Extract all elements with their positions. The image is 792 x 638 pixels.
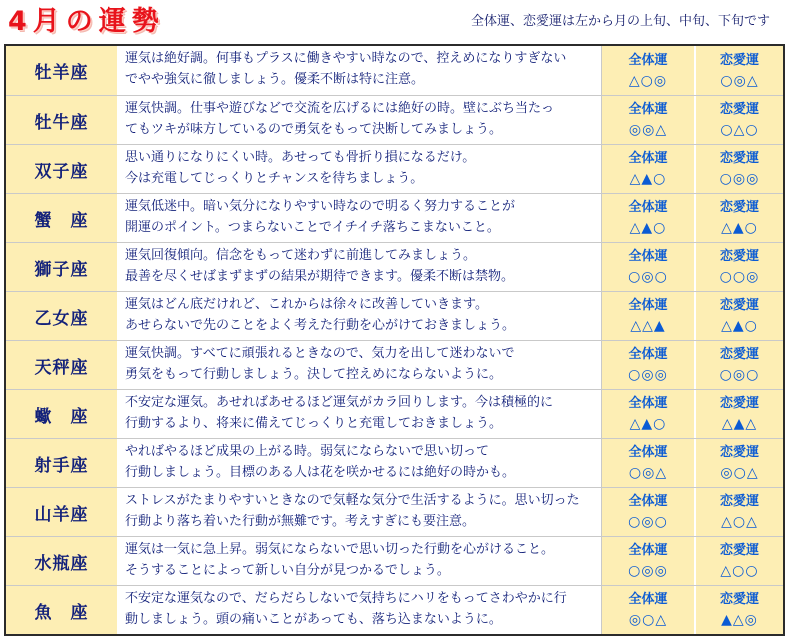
overall-luck-marks: △▲○ xyxy=(629,171,667,187)
fortune-description xyxy=(119,439,602,487)
zodiac-sign: 蟹 座 xyxy=(6,194,119,242)
overall-luck-label: 全体運 xyxy=(628,396,668,411)
page-title: 4月の運勢 xyxy=(8,6,165,37)
overall-luck-marks: ◎◎△ xyxy=(628,122,668,138)
overall-luck-cell xyxy=(602,586,696,634)
love-luck-label: 恋愛運 xyxy=(719,543,759,558)
fortune-description xyxy=(119,46,602,95)
love-luck-label: 恋愛運 xyxy=(719,200,759,215)
fortune-description xyxy=(119,488,602,536)
love-luck-marks: ▲△◎ xyxy=(721,612,758,628)
love-luck-marks: △▲○ xyxy=(721,318,758,334)
love-luck-label: 恋愛運 xyxy=(719,249,759,264)
love-luck-cell xyxy=(696,390,783,438)
description-line: そうすることによって新しい自分が見つかるでしょう。 xyxy=(125,563,450,578)
table-row xyxy=(6,585,783,634)
love-luck-label: 恋愛運 xyxy=(719,396,759,411)
fortune-description xyxy=(119,194,602,242)
zodiac-sign: 天秤座 xyxy=(6,341,119,389)
overall-luck-cell xyxy=(602,292,696,340)
love-luck-marks: ○△○ xyxy=(720,122,759,138)
love-luck-label: 恋愛運 xyxy=(719,298,759,313)
table-row xyxy=(6,144,783,193)
period-note: 全体運、恋愛運は左から月の上旬、中旬、下旬です xyxy=(470,14,770,29)
fortune-description xyxy=(119,292,602,340)
description-line: 行動より落ち着いた行動が無難です。考えすぎにも要注意。 xyxy=(125,514,475,529)
description-line: やればやるほど成果の上がる時。弱気にならないで思い切って xyxy=(125,444,490,459)
love-luck-marks: ○○◎ xyxy=(719,269,760,285)
description-line: 運気快調。仕事や遊びなどで交流を広げるには絶好の時。壁にぶち当たっ xyxy=(125,101,555,116)
love-luck-cell xyxy=(696,46,783,95)
overall-luck-label: 全体運 xyxy=(628,543,668,558)
overall-luck-label: 全体運 xyxy=(628,347,668,362)
zodiac-sign: 双子座 xyxy=(6,145,119,193)
overall-luck-cell xyxy=(602,96,696,144)
fortune-description xyxy=(119,390,602,438)
description-line: 思い通りになりにくい時。あせっても骨折り損になるだけ。 xyxy=(125,150,476,165)
overall-luck-cell xyxy=(602,390,696,438)
description-line: 運気は一気に急上昇。弱気にならないで思い切った行動を心がけること。 xyxy=(125,542,555,557)
horoscope-table xyxy=(4,44,785,636)
zodiac-sign: 山羊座 xyxy=(6,488,119,536)
fortune-description xyxy=(119,341,602,389)
love-luck-cell xyxy=(696,194,783,242)
table-row xyxy=(6,536,783,585)
love-luck-label: 恋愛運 xyxy=(719,592,759,607)
love-luck-marks: ○◎◎ xyxy=(719,171,760,187)
overall-luck-cell xyxy=(602,488,696,536)
description-line: 行動するより、将来に備えてじっくりと充電しておきましょう。 xyxy=(125,416,503,431)
love-luck-marks: △○△ xyxy=(721,514,758,530)
overall-luck-marks: ○◎○ xyxy=(628,514,668,530)
overall-luck-label: 全体運 xyxy=(628,592,668,607)
love-luck-cell xyxy=(696,586,783,634)
table-row xyxy=(6,340,783,389)
love-luck-cell xyxy=(696,488,783,536)
description-line: 動しましょう。頭の痛いことがあっても、落ち込まないように。 xyxy=(125,612,502,627)
overall-luck-marks: ○◎◎ xyxy=(628,367,668,383)
overall-luck-marks: ○◎○ xyxy=(628,269,668,285)
love-luck-marks: △○○ xyxy=(720,563,759,579)
love-luck-cell xyxy=(696,341,783,389)
description-line: てもツキが味方しているので勇気をもって決断してみましょう。 xyxy=(125,122,503,137)
table-row xyxy=(6,193,783,242)
love-luck-label: 恋愛運 xyxy=(719,494,759,509)
overall-luck-label: 全体運 xyxy=(628,151,668,166)
description-line: あせらないで先のことをよく考えた行動を心がけておきましょう。 xyxy=(125,318,516,333)
description-line: 運気低迷中。暗い気分になりやすい時なので明るく努力することが xyxy=(125,199,516,214)
love-luck-label: 恋愛運 xyxy=(719,445,759,460)
love-luck-marks: ○◎○ xyxy=(719,367,760,383)
overall-luck-label: 全体運 xyxy=(628,249,668,264)
table-row xyxy=(6,242,783,291)
overall-luck-marks: ◎○△ xyxy=(628,612,668,628)
overall-luck-marks: △▲○ xyxy=(629,416,667,432)
zodiac-sign: 射手座 xyxy=(6,439,119,487)
overall-luck-marks: △▲○ xyxy=(629,220,667,236)
description-line: 運気快調。すべてに頑張れるときなので、気力を出して迷わないで xyxy=(125,346,515,361)
table-row xyxy=(6,487,783,536)
description-line: 行動しましょう。目標のある人は花を咲かせるには絶好の時かも。 xyxy=(125,465,516,480)
overall-luck-label: 全体運 xyxy=(628,200,668,215)
overall-luck-marks: ○◎◎ xyxy=(628,563,668,579)
description-line: 不安定な運気なので、だらだらしないで気持ちにハリをもってさわやかに行 xyxy=(125,591,567,606)
zodiac-sign: 魚 座 xyxy=(6,586,119,634)
overall-luck-label: 全体運 xyxy=(628,445,668,460)
zodiac-sign: 乙女座 xyxy=(6,292,119,340)
overall-luck-label: 全体運 xyxy=(628,102,668,117)
zodiac-sign: 獅子座 xyxy=(6,243,119,291)
fortune-description xyxy=(119,243,602,291)
description-line: 最善を尽くせばまずまずの結果が期待できます。優柔不断は禁物。 xyxy=(125,269,514,284)
description-line: 不安定な運気。あせればあせるほど運気がカラ回りします。今は積極的に xyxy=(125,395,553,410)
overall-luck-marks: △△▲ xyxy=(630,318,666,334)
love-luck-label: 恋愛運 xyxy=(719,151,759,166)
description-line: 運気は絶好調。何事もプラスに働きやすい時なので、控えめになりすぎない xyxy=(125,51,567,66)
overall-luck-cell xyxy=(602,341,696,389)
love-luck-cell xyxy=(696,292,783,340)
overall-luck-label: 全体運 xyxy=(628,494,668,509)
love-luck-marks: △▲△ xyxy=(721,416,758,432)
love-luck-cell xyxy=(696,145,783,193)
love-luck-label: 恋愛運 xyxy=(719,102,759,117)
overall-luck-cell xyxy=(602,145,696,193)
overall-luck-label: 全体運 xyxy=(628,298,668,313)
overall-luck-cell xyxy=(602,439,696,487)
table-row xyxy=(6,438,783,487)
overall-luck-label: 全体運 xyxy=(628,52,668,68)
zodiac-sign: 牡羊座 xyxy=(6,46,119,95)
table-row xyxy=(6,389,783,438)
love-luck-label: 恋愛運 xyxy=(719,347,759,362)
overall-luck-cell xyxy=(602,46,696,95)
description-line: 勇気をもって行動しましょう。決して控えめにならないように。 xyxy=(125,367,503,382)
fortune-description xyxy=(119,145,602,193)
description-line: 開運のポイント。つまらないことでイチイチ落ちこまないこと。 xyxy=(125,220,500,235)
fortune-description xyxy=(119,96,602,144)
zodiac-sign: 牡牛座 xyxy=(6,96,119,144)
table-row xyxy=(6,95,783,144)
description-line: 運気回復傾向。信念をもって迷わずに前進してみましょう。 xyxy=(125,248,477,263)
love-luck-cell xyxy=(696,439,783,487)
table-row xyxy=(6,291,783,340)
overall-luck-cell xyxy=(602,194,696,242)
love-luck-marks: ○◎△ xyxy=(720,72,759,89)
zodiac-sign: 水瓶座 xyxy=(6,537,119,585)
love-luck-cell xyxy=(696,243,783,291)
description-line: ストレスがたまりやすいときなので気軽な気分で生活するように。思い切った xyxy=(125,493,580,508)
overall-luck-marks: ○◎△ xyxy=(628,465,668,481)
overall-luck-cell xyxy=(602,243,696,291)
love-luck-marks: △▲○ xyxy=(721,220,758,236)
overall-luck-marks: △○◎ xyxy=(628,72,668,89)
description-line: でやや強気に徹しましょう。優柔不断は特に注意。 xyxy=(125,72,425,87)
zodiac-sign: 蠍 座 xyxy=(6,390,119,438)
fortune-description xyxy=(119,586,602,634)
love-luck-label: 恋愛運 xyxy=(719,52,759,68)
overall-luck-cell xyxy=(602,537,696,585)
love-luck-marks: ◎○△ xyxy=(720,465,759,481)
love-luck-cell xyxy=(696,96,783,144)
fortune-description xyxy=(119,537,602,585)
description-line: 運気はどん底だけれど、これからは徐々に改善していきます。 xyxy=(125,297,488,312)
description-line: 今は充電してじっくりとチャンスを待ちましょう。 xyxy=(125,171,424,186)
table-row xyxy=(6,46,783,95)
love-luck-cell xyxy=(696,537,783,585)
